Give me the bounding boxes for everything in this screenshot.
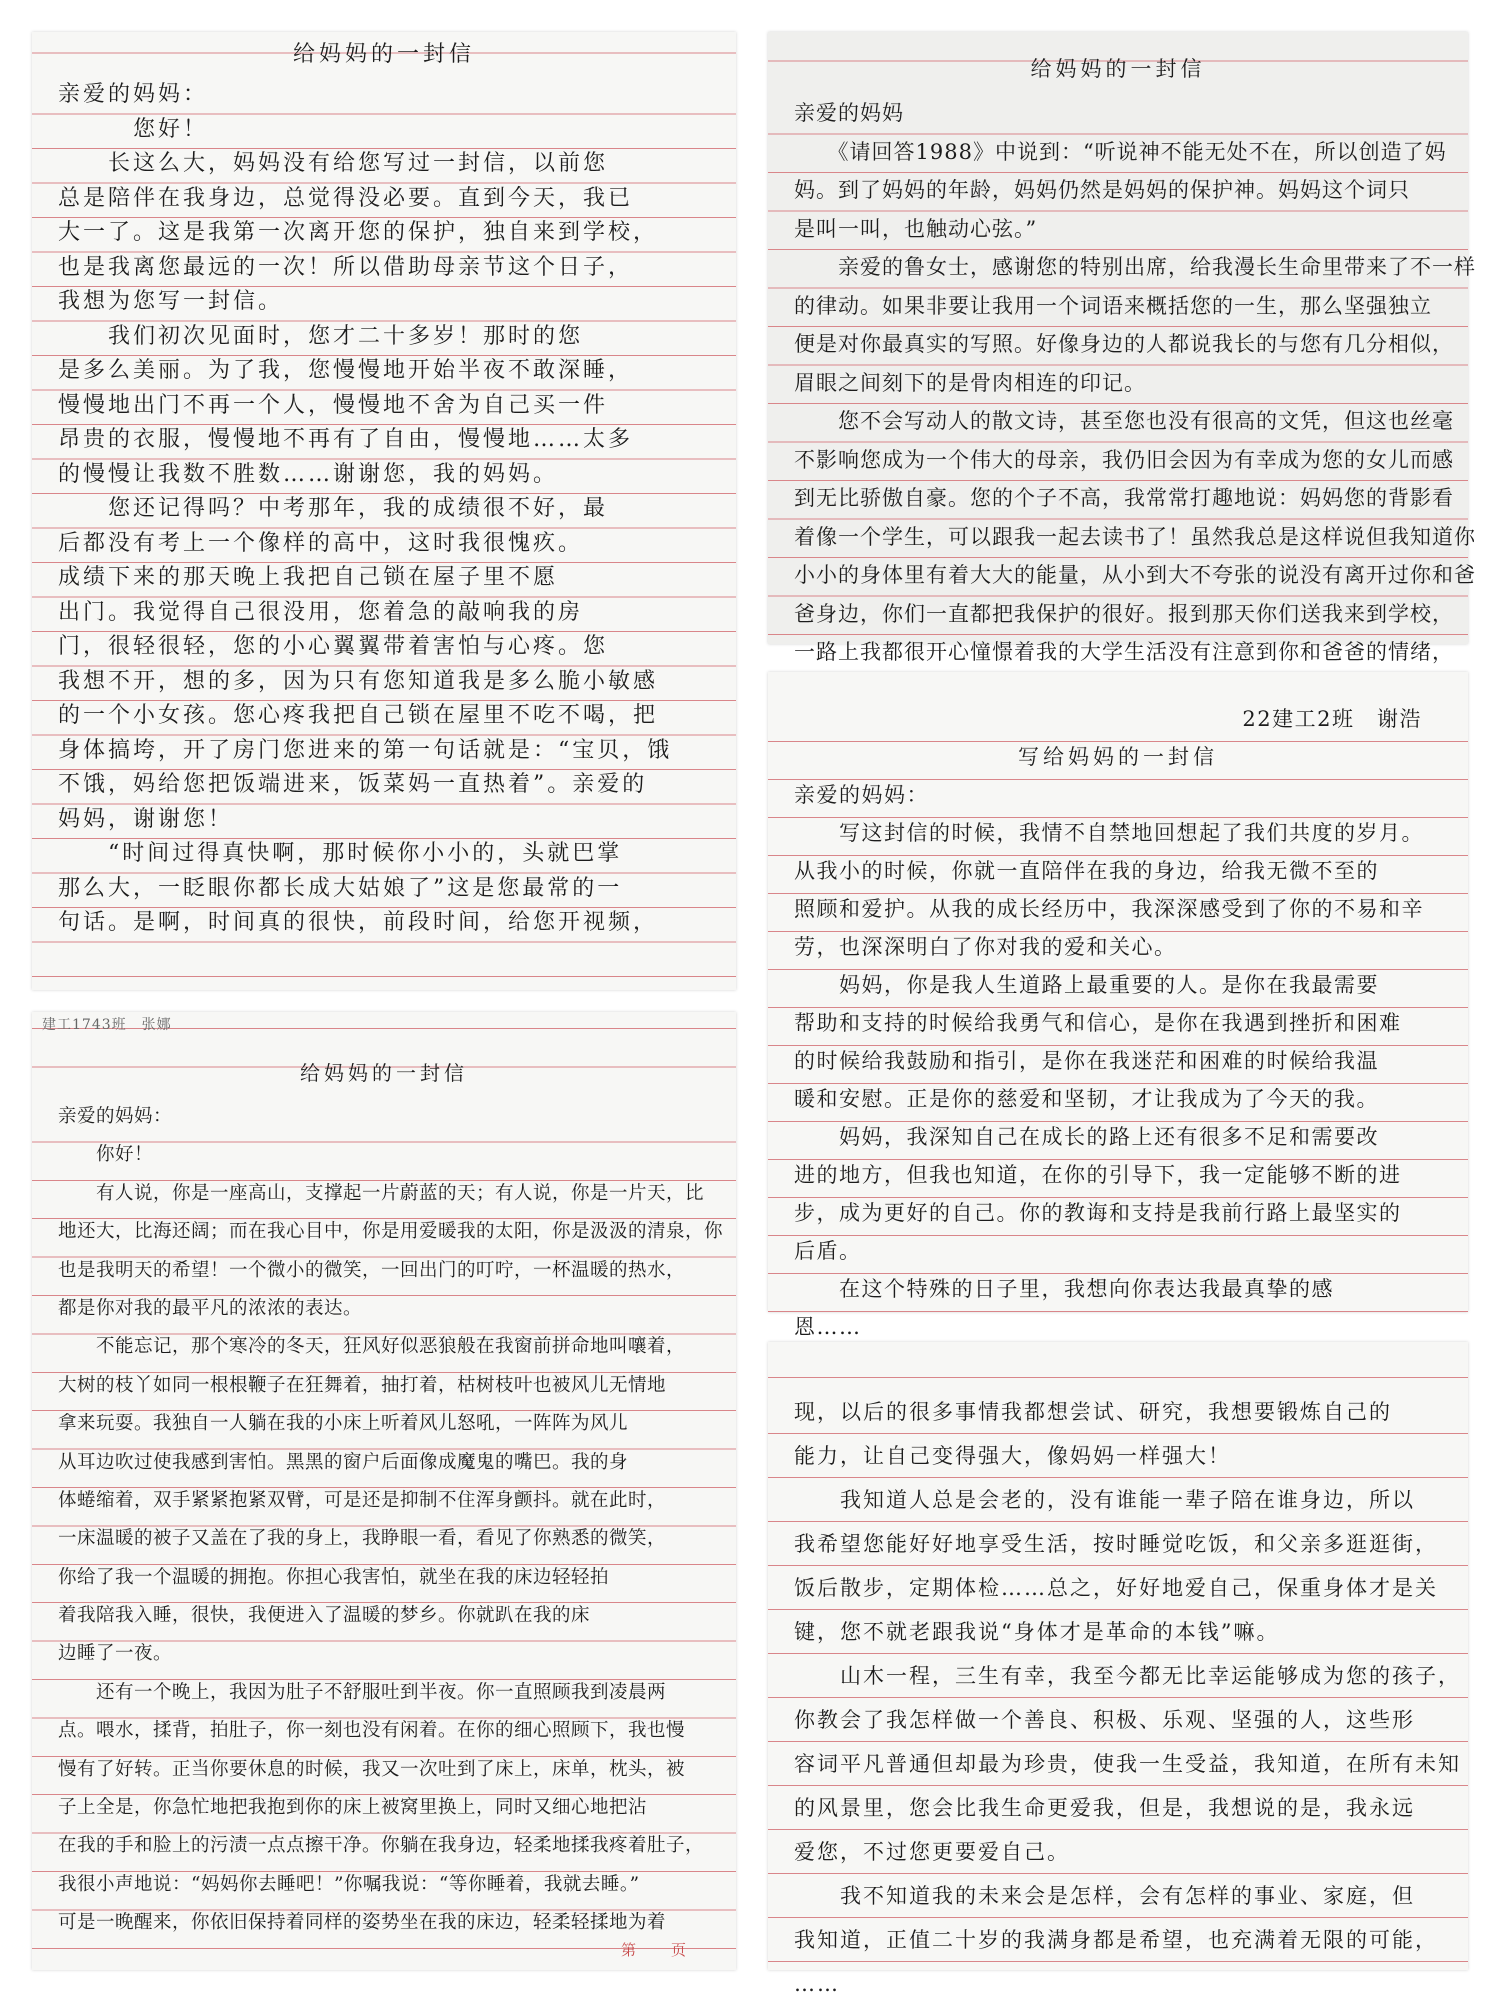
letter-line: 山木一程，三生有幸，我至今都无比幸运能够成为您的孩子，	[794, 1664, 1461, 1688]
letter-line: 不影响您成为一个伟大的母亲，我仍旧会因为有幸成为您的女儿而感	[794, 447, 1454, 472]
letter-line: 从我小的时候，你就一直陪伴在我的身边，给我无微不至的	[794, 859, 1379, 883]
letter-line: 慢有了好转。正当你要休息的时候，我又一次吐到了床上，床单，枕头，被	[58, 1758, 686, 1780]
letter-line: 亲爱的妈妈：	[794, 783, 929, 807]
letter-line: 门，很轻很轻，您的小心翼翼带着害怕与心疼。您	[58, 634, 609, 659]
author-note: 22建工2班 谢浩	[1242, 707, 1422, 731]
letter-line: 便是对你最真实的写照。好像身边的人都说我长的与您有几分相似，	[794, 332, 1454, 356]
letter-line: 成绩下来的那天晚上我把自己锁在屋子里不愿	[58, 565, 559, 590]
letter-line: 子上全是，你急忙地把我抱到你的床上被窝里换上，同时又细心地把沾	[58, 1797, 648, 1819]
letter-sheet-4	[768, 672, 1468, 1339]
page-number-mark: 第 页	[620, 1941, 696, 1959]
letter-line: 不能忘记，那个寒冷的冬天，狂风好似恶狼般在我窗前拼命地叫嚷着，	[58, 1336, 686, 1358]
letter-line: 不饿，妈给您把饭端进来，饭菜妈一直热着”。亲爱的	[58, 772, 648, 797]
letter-body	[794, 32, 1476, 674]
letter-line: 长这么大，妈妈没有给您写过一封信，以前您	[58, 151, 609, 176]
letter-line: 容词平凡普通但却最为珍贵，使我一生受益，我知道，在所有未知	[794, 1752, 1461, 1776]
letter-title: 给妈妈的一封信	[300, 1061, 468, 1085]
letter-line: 我知道，正值二十岁的我满身都是希望，也充满着无限的可能，	[794, 1928, 1438, 1952]
letter-sheet-2	[768, 32, 1476, 664]
letter-line: 写这封信的时候，我情不自禁地回想起了我们共度的岁月。	[794, 821, 1424, 845]
letter-line: 您好！	[58, 116, 209, 142]
letter-line: 地还大，比海还阔；而在我心目中，你是用爱暖我的太阳，你是汲汲的清泉，你	[58, 1221, 724, 1243]
letter-line: 有人说，你是一座高山，支撑起一片蔚蓝的天；有人说，你是一片天，比	[58, 1182, 705, 1204]
letter-title: 写给妈妈的一封信	[1018, 745, 1218, 769]
letter-line: 出门。我觉得自己很没用，您着急的敲响我的房	[58, 599, 584, 625]
letter-line: 现，以后的很多事情我都想尝试、研究，我想要锻炼自己的	[794, 1400, 1392, 1424]
letter-line: 照顾和爱护。从我的成长经历中，我深深感受到了你的不易和辛	[794, 897, 1424, 921]
letter-sheet-3	[32, 1012, 736, 1970]
letter-line: 劳，也深深明白了你对我的爱和关心。	[794, 935, 1177, 959]
letter-line: 眉眼之间刻下的是骨肉相连的印记。	[794, 370, 1146, 395]
letter-line: 我们初次见面时，您才二十多岁！那时的您	[58, 323, 584, 349]
letter-line: 我想为您写一封信。	[58, 289, 284, 314]
letter-line: 总是陪伴在我身边，总觉得没必要。直到今天，我已	[58, 185, 634, 211]
letter-line: 我希望您能好好地享受生活，按时睡觉吃饭，和父亲多逛逛街，	[794, 1532, 1438, 1556]
letter-line: 在这个特殊的日子里，我想向你表达我最真挚的感	[794, 1277, 1334, 1301]
letter-line: 那么大，一眨眼你都长成大姑娘了”这是您最常的一	[58, 875, 623, 901]
letter-line: 能力，让自己变得强大，像妈妈一样强大！	[794, 1444, 1231, 1468]
letter-title: 给妈妈的一封信	[1030, 57, 1206, 81]
letter-line: 我知道人总是会老的，没有谁能一辈子陪在谁身边，所以	[794, 1488, 1415, 1512]
letter-body	[58, 1012, 724, 1945]
letter-line: 亲爱的妈妈：	[58, 1106, 173, 1127]
letter-line: 着我陪我入睡，很快，我便进入了温暖的梦乡。你就趴在我的床	[58, 1605, 591, 1627]
letter-line: 到无比骄傲自豪。您的个子不高，我常常打趣地说：妈妈您的背影看	[794, 486, 1454, 510]
letter-line: 也是我离您最远的一次！所以借助母亲节这个日子，	[58, 254, 634, 280]
letter-line: 可是一晚醒来，你依旧保持着同样的姿势坐在我的床边，轻柔轻揉地为着	[58, 1912, 667, 1934]
letter-line: 你给了我一个温暖的拥抱。你担心我害怕，就坐在我的床边轻轻拍	[58, 1566, 610, 1588]
letter-line: 亲爱的鲁女士，感谢您的特别出席，给我漫长生命里带来了不一样	[794, 255, 1476, 279]
letter-line: 妈妈，你是我人生道路上最重要的人。是你在我最需要	[794, 973, 1379, 997]
letter-line: 从耳边吹过使我感到害怕。黑黑的窗户后面像成魔鬼的嘴巴。我的身	[58, 1451, 629, 1473]
letter-line: 亲爱的妈妈	[794, 101, 904, 125]
letter-line: 你好！	[58, 1144, 154, 1166]
letter-sheet-1	[32, 32, 736, 990]
letter-line: 一路上我都很开心憧憬着我的大学生活没有注意到你和爸爸的情绪，	[794, 640, 1454, 664]
letter-line: 恩……	[794, 1315, 862, 1339]
letter-sheet-5	[768, 1342, 1468, 1996]
letter-line: 后盾。	[794, 1239, 862, 1263]
letter-title: 给妈妈的一封信	[292, 42, 475, 67]
letter-line: 点。喂水，揉背，拍肚子，你一刻也没有闲着。在你的细心照顾下，我也慢	[58, 1720, 686, 1742]
letter-line: 还有一个晚上，我因为肚子不舒服吐到半夜。你一直照顾我到凌晨两	[58, 1681, 667, 1703]
letter-line: 昂贵的衣服，慢慢地不再有了自由，慢慢地……太多	[58, 427, 634, 452]
letter-line: 句话。是啊，时间真的很快，前段时间，给您开视频，	[58, 910, 659, 935]
letter-line: 都是你对我的最平凡的浓浓的表达。	[58, 1297, 363, 1319]
author-note: 建工1743班 张娜	[42, 1017, 172, 1033]
letter-line: 体蜷缩着，双手紧紧抱紧双臂，可是还是抑制不住浑身颤抖。就在此时，	[58, 1489, 667, 1511]
letter-line: 的时候给我鼓励和指引，是你在我迷茫和困难的时候给我温	[794, 1049, 1379, 1073]
letter-line: 小小的身体里有着大大的能量，从小到大不夸张的说没有离开过你和爸	[794, 563, 1476, 587]
letter-body	[794, 672, 1442, 1348]
letter-line: 我不知道我的未来会是怎样，会有怎样的事业、家庭，但	[794, 1884, 1415, 1908]
letter-line: 身体搞垮，开了房门您进来的第一句话就是：“宝贝，饿	[58, 737, 673, 763]
letter-line: 后都没有考上一个像样的高中，这时我很愧疚。	[58, 530, 584, 556]
letter-line: 爸身边，你们一直都把我保护的很好。报到那天你们送我来到学校，	[794, 601, 1454, 626]
letter-line: 边睡了一夜。	[58, 1643, 173, 1665]
letter-line: 妈。到了妈妈的年龄，妈妈仍然是妈妈的保护神。妈妈这个词只	[794, 178, 1410, 202]
letter-line: 你教会了我怎样做一个善良、积极、乐观、坚强的人，这些形	[794, 1708, 1415, 1732]
letter-line: 的慢慢让我数不胜数……谢谢您，我的妈妈。	[58, 461, 559, 487]
letter-line: 的一个小女孩。您心疼我把自己锁在屋里不吃不喝，把	[58, 703, 659, 728]
letter-line: 的律动。如果非要让我用一个词语来概括您的一生，那么坚强独立	[794, 293, 1432, 318]
letter-line: 是叫一叫，也触动心弦。”	[794, 216, 1038, 241]
letter-line: 饭后散步，定期体检……总之，好好地爱自己，保重身体才是关	[794, 1576, 1438, 1600]
letter-line: 我想不开，想的多，因为只有您知道我是多么脆小敏感	[58, 668, 659, 694]
letter-line: 在我的手和脸上的污渍一点点擦干净。你躺在我身边，轻柔地揉我疼着肚子，	[58, 1835, 705, 1857]
letter-line: 妈妈，谢谢您！	[58, 806, 234, 832]
letter-line: 步，成为更好的自己。你的教诲和支持是我前行路上最坚实的	[794, 1201, 1402, 1225]
letter-line: 进的地方，但我也知道，在你的引导下，我一定能够不断的进	[794, 1163, 1402, 1187]
letter-line: 您不会写动人的散文诗，甚至您也没有很高的文凭，但这也丝毫	[794, 409, 1454, 433]
letter-body	[794, 1342, 1461, 2008]
letter-line: 的风景里，您会比我生命更爱我，但是，我想说的是，我永远	[794, 1796, 1415, 1820]
letter-line: 妈妈，我深知自己在成长的路上还有很多不足和需要改	[794, 1125, 1379, 1149]
letter-line: 慢慢地出门不再一个人，慢慢地不舍为自己买一件	[58, 392, 609, 418]
letter-line: 《请回答1988》中说到：“听说神不能无处不在，所以创造了妈	[794, 139, 1447, 164]
letter-line: 大树的枝丫如同一根根鞭子在狂舞着，抽打着，枯树枝叶也被风儿无情地	[58, 1374, 667, 1396]
letter-line: 拿来玩耍。我独自一人躺在我的小床上听着风儿怒吼，一阵阵为风儿	[58, 1413, 629, 1435]
letter-line: 着像一个学生，可以跟我一起去读书了！虽然我总是这样说但我知道你	[794, 524, 1476, 549]
letter-line: “时间过得真快啊，那时候你小小的，头就巴掌	[58, 841, 623, 866]
letter-line: 我很小声地说：“妈妈你去睡吧！”你嘱我说：“等你睡着，我就去睡。”	[58, 1873, 640, 1895]
letter-line: 是多么美丽。为了我，您慢慢地开始半夜不敢深睡，	[58, 358, 634, 383]
letter-line: ……	[794, 1972, 840, 1996]
letter-line: 帮助和支持的时候给我勇气和信心，是你在我遇到挫折和困难	[794, 1011, 1402, 1035]
letter-line: 也是我明天的希望！一个微小的微笑，一回出门的叮咛，一杯温暖的热水，	[58, 1259, 686, 1281]
letter-line: 爱您，不过您更要爱自己。	[794, 1840, 1070, 1864]
letter-body	[58, 32, 710, 943]
letter-line: 暖和安慰。正是你的慈爱和坚韧，才让我成为了今天的我。	[794, 1087, 1379, 1111]
letter-line: 键，您不就老跟我说“身体才是革命的本钱”嘛。	[794, 1620, 1280, 1644]
letter-line: 您还记得吗？中考那年，我的成绩很不好，最	[58, 496, 609, 521]
letter-line: 一床温暖的被子又盖在了我的身上，我睁眼一看，看见了你熟悉的微笑，	[58, 1528, 667, 1550]
letter-line: 亲爱的妈妈：	[58, 82, 209, 107]
letter-line: 大一了。这是我第一次离开您的保护，独自来到学校，	[58, 220, 659, 245]
